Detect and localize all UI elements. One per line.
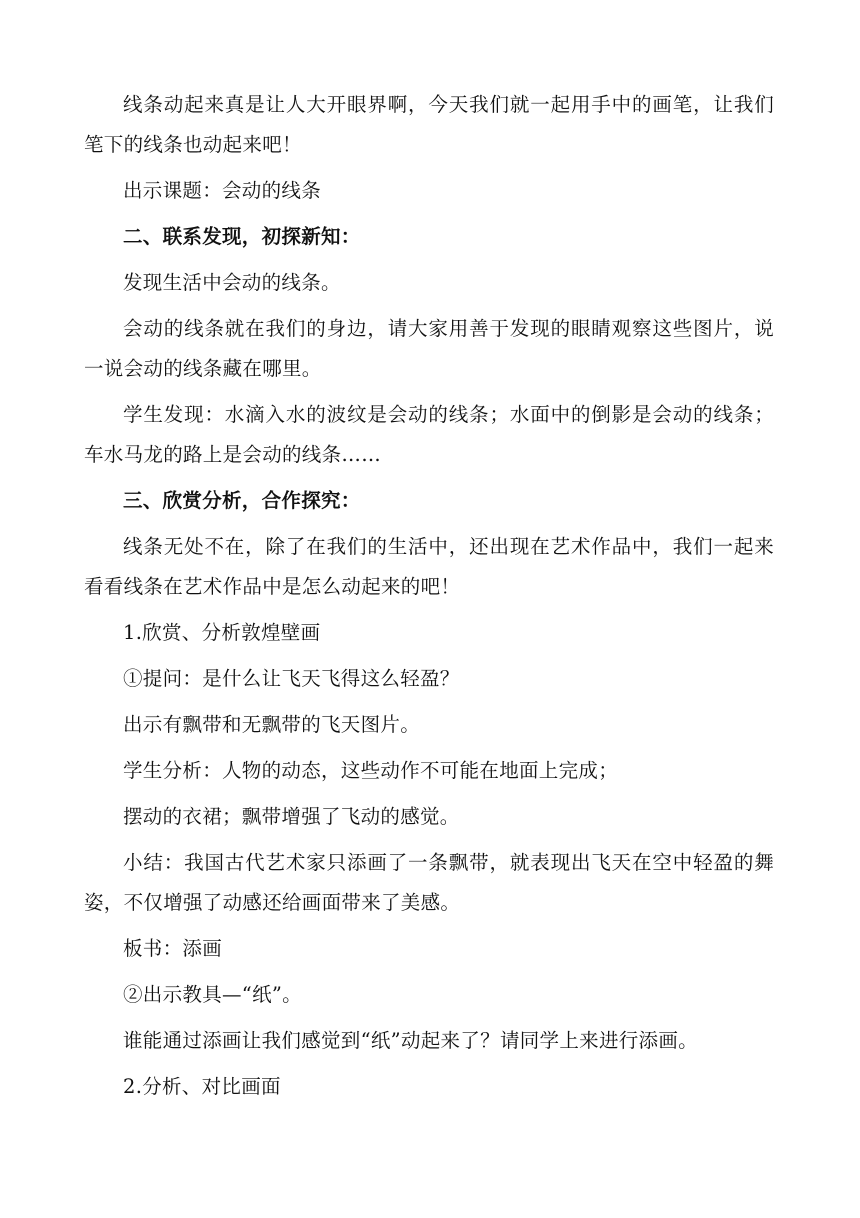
paragraph-summary: 小结：我国古代艺术家只添画了一条飘带，就表现出飞天在空中轻盈的舞姿，不仅增强了动感还给画面带来了美感。 — [84, 851, 774, 914]
paragraph-observe: 会动的线条就在我们的身边，请大家用善于发现的眼睛观察这些图片，说一说会动的线条藏在哪里。 — [84, 317, 774, 380]
paragraph-intro: 线条动起来真是让人大开眼界啊，今天我们就一起用手中的画笔，让我们笔下的线条也动起来吧！ — [84, 93, 774, 156]
paragraph-student-analysis: 学生分析：人物的动态，这些动作不可能在地面上完成； — [123, 759, 619, 782]
paragraph-board: 板书：添画 — [123, 937, 223, 960]
paragraph-topic: 出示课题：会动的线条 — [123, 179, 322, 202]
document-body — [84, 85, 774, 1113]
section-heading-2: 二、联系发现，初探新知： — [123, 225, 361, 248]
paragraph-who-can: 谁能通过添画让我们感觉到“纸”动起来了？请同学上来进行添画。 — [123, 1029, 698, 1052]
section-heading-3: 三、欣赏分析，合作探究： — [123, 489, 361, 512]
paragraph-show-images: 出示有飘带和无飘带的飞天图片。 — [123, 713, 421, 736]
paragraph-student-findings: 学生发现：水滴入水的波纹是会动的线条；水面中的倒影是会动的线条；车水马龙的路上是会动的线条…… — [84, 403, 774, 466]
paragraph-art-lines: 线条无处不在，除了在我们的生活中，还出现在艺术作品中，我们一起来看看线条在艺术作品中是怎么动起来的吧！ — [84, 535, 774, 598]
paragraph-question: ①提问：是什么让飞天飞得这么轻盈？ — [123, 667, 460, 690]
paragraph-dunhuang: 1.欣赏、分析敦煌壁画 — [123, 621, 321, 644]
paragraph-discover: 发现生活中会动的线条。 — [123, 271, 341, 294]
paragraph-skirt: 摆动的衣裙；飘带增强了飞动的感觉。 — [123, 805, 460, 828]
paragraph-teaching-aid: ②出示教具—“纸”。 — [123, 983, 302, 1006]
paragraph-compare: 2.分析、对比画面 — [123, 1075, 281, 1098]
